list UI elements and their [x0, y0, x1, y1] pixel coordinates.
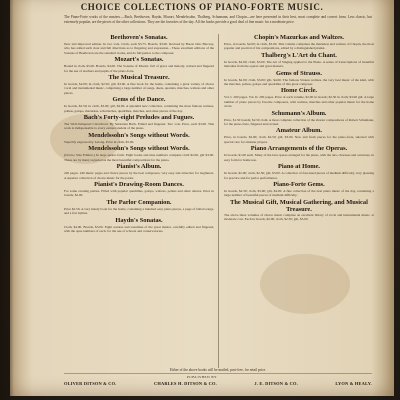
catalog-entry: [64, 199, 214, 216]
entry-title: Mendelssohn's Songs without Words.: [88, 131, 190, 139]
entry-description: Price $2.50. A very handy book for the home, containing a hundred easy piano pieces, a page of ballad songs, and a few hymns.: [64, 206, 214, 216]
entry-title: Thalberg's L'Art du Chant.: [261, 51, 337, 59]
entry-title: Amateur Album.: [275, 127, 323, 135]
entry-title: Gems of the Dance.: [112, 96, 166, 104]
catalog-entry: [64, 132, 214, 144]
catalog-entry: [64, 114, 214, 131]
footer-rule: [64, 373, 372, 374]
entry-description: Cloth, $4.00. Boards, $3.00. Eight sonatas and sonatinas of the great master, carefully edited and fingered, with the opus numbers of each, for the use of schools and conservatories.: [64, 224, 214, 233]
catalog-entry: [64, 181, 214, 198]
entry-title: Home Circle.: [280, 87, 318, 95]
catalog-page: [10, 0, 394, 396]
catalog-entry: [224, 199, 374, 222]
intro-paragraph: The Piano-Forte works of the masters.—Bach, Beethoven, Haydn, Mozart, Mendelssohn, Thalberg, Schumann, and Chopin—are here presented in their best, most complete and correct form. Less classic, but extremely popular, are the pieces of the other collections. They are the favorites of the day. All the books provide a good deal of fine music for a moderate price.: [64, 15, 372, 24]
catalog-entry: [64, 96, 214, 113]
page-title: CHOICE COLLECTIONS OF PIANO-FORTE MUSIC.: [80, 2, 324, 12]
entry-title: Haydn's Sonatas.: [115, 216, 163, 224]
catalog-entry: [64, 56, 214, 73]
entry-title: The Musical Gift, Musical Gathering, and Musical Treasure.: [230, 198, 368, 213]
entry-description: Bound in cloth, $5.00. Boards, $4.00. The Sonatas of Mozart, full of grace and melody, revised and fingered for the use of teachers and pupils of the piano-forte.: [64, 64, 214, 73]
entry-title: Piano-Forte Gems.: [273, 180, 325, 188]
entry-title: Piano Arrangements of the Operas.: [250, 145, 348, 153]
entry-title: The Musical Treasure.: [108, 74, 170, 82]
entry-description: Vol. I. 200 pages. Vol. II. 200 pages. Price of each volume, $2.00 in boards; $2.50 in cloth; $3.00 gilt. A large number of piano pieces by favorite composers, with waltzes, marches and other popular music for the home circle.: [224, 95, 374, 109]
entry-title: Bach's Forty-eight Preludes and Fugues.: [83, 114, 195, 122]
catalog-entry: [224, 145, 374, 162]
entry-description: The Well-Tempered Clavichord. By Sebastian Bach. Edited and fingered. Two vols. Price, each $3.00. This work is indispensable to every earnest student of the piano.: [64, 122, 214, 131]
catalog-entry: [224, 52, 374, 69]
paper-stain: [260, 254, 350, 314]
mailing-note: Either of the above books will be mailed, post-free, for retail price.: [169, 368, 267, 372]
catalog-entry: [224, 127, 374, 144]
entry-description: In boards, $2.00; cloth, $3.00; gilt, $4.00. The famous Strauss waltzes, the very best music of the kind, with the marches, polkas, galops and quadrilles of this great composer.: [224, 77, 374, 87]
entry-description: In boards, $2.50; cloth, $3.00; gilt, $4.00. A fine collection of the best piano music of the day, containing a large number of beautiful pieces of medium difficulty.: [224, 188, 374, 198]
binding-shadow: [0, 0, 14, 400]
right-column: [224, 34, 374, 223]
catalog-entry: [224, 163, 374, 180]
publisher-name: LYON & HEALY.: [335, 381, 372, 386]
catalog-entry: [224, 110, 374, 127]
entry-description: In boards, $2.00; in cloth, $2.50; gilt, $3.00. A fine book for the home, containing a great variety of choice vocal and instrumental music, comprising a large number of songs, duets, quartets, marches, waltzes and other pieces.: [64, 82, 214, 95]
catalog-entry: [224, 87, 374, 108]
entry-title: The Parlor Companion.: [106, 198, 172, 206]
entry-title: Pianist's Drawing-Room Dances.: [94, 180, 184, 188]
entry-description: In boards, $2.50; in cloth, $3.00; gilt, $4.00. A splendid new collection, containing the most famous waltzes, polkas, galops, mazurkas, schottisches, quadrilles, marches, and other pieces of the day.: [64, 104, 214, 113]
entry-title: Pianist's Album.: [116, 163, 162, 171]
entry-title: Mendelssohn's Songs without Words.: [88, 145, 190, 153]
catalog-entry: [64, 217, 214, 234]
entry-description: Price, $1.50 boards; $2.50 cloth. A most complete collection of the shorter compositions of Robert Schumann, for the piano-forte, fingered and revised.: [224, 117, 374, 127]
catalog-entry: [224, 34, 374, 51]
entry-title: Chopin's Mazurkas and Waltzes.: [253, 34, 345, 41]
catalog-entry: [64, 145, 214, 162]
entry-description: 220 pages. 240 music pages and choice pieces by the best composers, very easy and attractive for beginners. A superior collection of choice music for the parlor.: [64, 171, 214, 180]
catalog-entry: [224, 181, 374, 198]
entry-description: The above three volumes of choice music comprise an excellent library of vocal and instrumental music, at moderate cost. Each in boards, $2.00; cloth, $2.50; gilt, $3.00.: [224, 212, 374, 222]
entry-title: Gems of Strauss.: [276, 69, 322, 77]
column-divider: [218, 34, 219, 368]
publisher-list: [64, 381, 372, 386]
published-by-label: PUBLISHED BY: [186, 375, 218, 379]
entry-description: (Octavo Size Edition.) In large quarto form. Eight books and nine numbers complete cloth $2.00, gilt $3.00. These are by many regarded as the most beautiful compositions for the piano.: [64, 153, 214, 162]
publisher-name: J. E. DITSON & CO.: [254, 381, 298, 386]
entry-description: Superbly engraved by Lelong. Price in cloth, $5.00.: [64, 139, 135, 144]
entry-title: Mozart's Sonatas.: [114, 56, 164, 64]
catalog-entry: [64, 74, 214, 95]
left-column: [64, 34, 214, 234]
entry-title: Schumann's Album.: [271, 109, 327, 117]
catalog-entry: [64, 34, 214, 55]
entry-description: In boards, $1.00 each. Many of the best operas arranged for the piano, with the airs, choruses and overtures, in easy form for home use.: [224, 153, 374, 162]
publisher-name: CHARLES H. DITSON & CO.: [154, 381, 217, 386]
entry-description: In boards, $2.00; cloth, $3.00. The Art of Singing applied to the Piano. A series of transcriptions of beautiful melodies from the operas and great masters.: [224, 59, 374, 69]
entry-title: Beethoven's Sonatas.: [110, 34, 168, 41]
catalog-entry: [64, 163, 214, 180]
publisher-name: OLIVER DITSON & CO.: [64, 381, 117, 386]
entry-description: Price, in boards, $2.00; cloth, $2.50; gilt, $3.00. New and fresh pieces for the piano-forte, selected with special care for amateur players.: [224, 135, 374, 144]
entry-description: For some evening parties. Filled with popular quadrilles, galops, waltzes, polkas and other dances. Price in boards, $2.00.: [64, 188, 214, 198]
entry-description: New and improved edition. In two vols. Cloth, each $3.75. Boards, $3.00. Revised by Baron Otto Barcsay, who has added such clear and full directions as to fingering and expression... These excellent editions of the Sonatas of Beethoven are the standard works, and do full justice to the composer.: [64, 42, 214, 55]
catalog-entry: [224, 70, 374, 87]
entry-description: In boards, $2.00; cloth, $2.50; gilt, $3.00. A collection of four-hand pieces of medium difficulty, very pleasing for practice and for parlor performance.: [224, 171, 374, 180]
entry-title: Piano at Home.: [277, 163, 321, 171]
entry-description: Price, in boards, $2.00; in cloth, $3.00. This volume comprises the mazurkas and waltzes of Chopin, the most popular and poetical of his compositions, edited by a distinguished pianist.: [224, 42, 374, 51]
